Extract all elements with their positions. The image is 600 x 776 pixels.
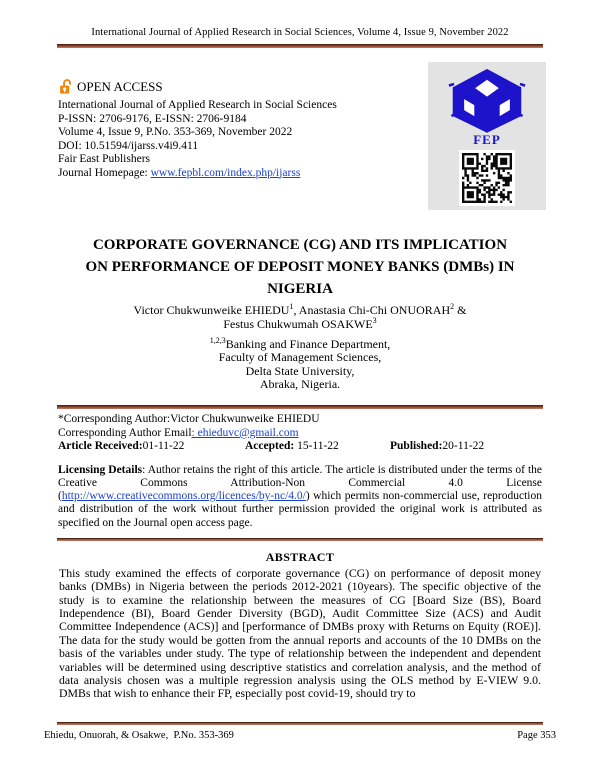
publisher-badge-panel [428, 62, 546, 210]
header-rule [57, 44, 543, 48]
title-line: ON PERFORMANCE OF DEPOSIT MONEY BANKS (DMBs) IN [85, 259, 515, 275]
page-footer [0, 722, 600, 741]
email-label: Corresponding Author Email [58, 426, 192, 439]
qr-code [459, 150, 515, 206]
article-dates-line [58, 440, 542, 454]
open-access-label: OPEN ACCESS [77, 78, 163, 94]
abstract-heading: ABSTRACT [265, 549, 335, 564]
licensing-label: Licensing Details [58, 463, 143, 476]
corresponding-email-link[interactable]: : ehieduvc@gmail.com [191, 426, 299, 439]
homepage-label: Journal Homepage: [58, 166, 151, 179]
received-date: Article Received:01-11-22 [58, 440, 185, 453]
affiliation-line: $^{1,2,3}$Banking and Finance Department, [209, 336, 391, 351]
footer-rule [57, 722, 543, 725]
fep-logo [443, 67, 531, 133]
abstract-body: This study examined the effects of corporate governance (CG) on performance of deposit money banks (DMBs) in Nigeria between the periods 2012-2021 (10years). The specific objective of the study is to examine the relationship between the measures of CG [Board Size (BS), Board Independence (BI), Board Gender Diversity (BGD), Audit Committee Size (ACS) and Audit Committee Independence (ACS)] and [performance of DMBs proxy with Returns on Equity (ROE)]. The data for the study would be gotten from the annual reports and accounts of the 10 DMBs on the basis of the variables under study. The type of relationship between the independent and dependent variables will be determined using descriptive statistics and correlation analysis, and the method of data analysis chosen was a multiple regression analysis using the OLS method by E-VIEW 9.0. DMBs that wish to enhance their FP, especially post covid-19, should try to [59, 566, 541, 701]
homepage-link[interactable]: www.fepbl.com/index.php/ijarss [150, 166, 301, 179]
corresponding-email-line [58, 427, 542, 441]
journal-name: International Journal of Applied Research in Social Sciences [58, 99, 337, 111]
author-superscript: 1 [289, 302, 294, 311]
doi-line: DOI: 10.51594/ijarss.v4i9.411 [58, 139, 199, 152]
publisher-line: Fair East Publishers [58, 153, 150, 165]
section-rule-abstract [57, 538, 543, 541]
published-date: Published:20-11-22 [390, 440, 485, 453]
volume-line: Volume 4, Issue 9, P.No. 353-369, November 2022 [58, 126, 293, 138]
author-list [0, 302, 600, 331]
author-superscript: 3 [372, 315, 377, 325]
title-line: CORPORATE GOVERNANCE (CG) AND ITS IMPLICATION [92, 237, 508, 253]
footer-citation: Ehiedu, Onuorah, & Osakwe, P.No. 353-369 [44, 730, 234, 741]
masthead [58, 78, 428, 180]
affiliation-line: Faculty of Management Sciences, [218, 350, 382, 365]
corresponding-author-line: *Corresponding Author:Victor Chukwunweike EHIEDU [58, 413, 320, 426]
correspondence-block [58, 413, 542, 454]
title-line: NIGERIA [267, 281, 333, 297]
accepted-date: Accepted: 15-11-22 [245, 440, 339, 453]
affiliation-superscript: 1,2,3 [209, 336, 226, 345]
running-head: International Journal of Applied Research in Social Sciences, Volume 4, Issue 9, November 2022 [91, 27, 509, 38]
affiliation-line: Delta State University, [245, 363, 355, 378]
affiliation [0, 338, 600, 391]
footer-page-number: Page 353 [517, 730, 556, 741]
authors-line-1 [0, 304, 600, 318]
author-superscript: 2 [450, 302, 455, 311]
author-name: Festus Chukwumah OSAKWE [223, 316, 373, 331]
affiliation-line: Abraka, Nigeria. [259, 376, 341, 391]
authors-line-2 [0, 315, 600, 332]
author-name: Victor Chukwunweike EHIEDU [133, 303, 290, 317]
homepage-line [58, 167, 428, 181]
article-title [48, 234, 552, 300]
license-link[interactable]: http://www.creativecommons.org/licences/by-nc/4.0/ [61, 490, 306, 503]
section-rule-correspondence [57, 405, 543, 409]
issn-line: P-ISSN: 2706-9176, E-ISSN: 2706-9184 [58, 112, 247, 125]
licensing-paragraph: Licensing Details: Author retains the right of this article. The article is distributed under the terms of the Creative Commons Attribution-Non Commercial 4.0 License (http://www.creativecommons.org/licences/by-nc/4.0/) which permits non-commercial use, reproduction and distribution of the work without further permission provided the original work is attributed as specified on the Journal open access page. [58, 463, 543, 529]
author-name: , Anastasia Chi-Chi ONUORAH [293, 303, 451, 317]
open-access-icon [58, 78, 74, 95]
fep-logo-text: FEP [473, 132, 501, 147]
authors-joiner: & [454, 303, 467, 317]
